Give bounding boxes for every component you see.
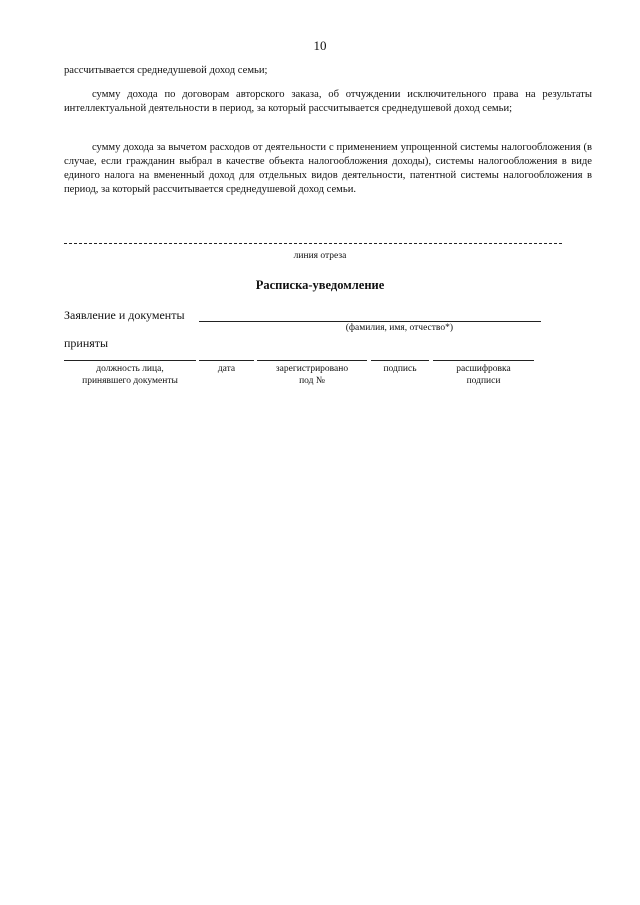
signature-label-position: должность лица, принявшего документы (82, 364, 178, 386)
signature-label-signature: подпись (383, 364, 417, 374)
receipt-title: Расписка-уведомление (255, 278, 385, 292)
signature-line-date (199, 360, 254, 361)
page-number: 10 (313, 38, 327, 53)
applicant-field-hint: (фамилия, имя, отчество*) (345, 323, 453, 333)
paragraph-simplified-tax: сумму дохода за вычетом расходов от деятельности с применением упрощенной системы налогообложения (в случае, если гражданин выбрал в качестве объекта налогообложения доходы), системы налогообложения в виде единого налога на вмененный доход для отдельных видов деятельности, патентной системы налогообложения в период, за который рассчитывается среднедушевой доход семьи. (64, 142, 592, 195)
cut-line-label: линия отреза (293, 251, 347, 261)
paragraph-continuation: рассчитывается среднедушевой доход семьи; (64, 65, 268, 76)
signature-line-transcript (433, 360, 534, 361)
signature-line-registration (257, 360, 367, 361)
signature-label-transcript: расшифровка подписи (456, 364, 511, 386)
accepted-label: приняты (64, 336, 109, 350)
paragraph-author-contracts: сумму дохода по договорам авторского заказа, об отчуждении исключительного права на результаты интеллектуальной деятельности в период, за который рассчитывается среднедушевой доход семьи; (64, 89, 592, 114)
signature-line-signature (371, 360, 429, 361)
applicant-field-label: Заявление и документы (64, 308, 185, 322)
signature-label-registration: зарегистрировано под № (275, 364, 349, 386)
signature-line-position (64, 360, 196, 361)
applicant-name-line (199, 321, 541, 322)
signature-label-date: дата (217, 364, 236, 374)
cut-line (64, 243, 562, 244)
